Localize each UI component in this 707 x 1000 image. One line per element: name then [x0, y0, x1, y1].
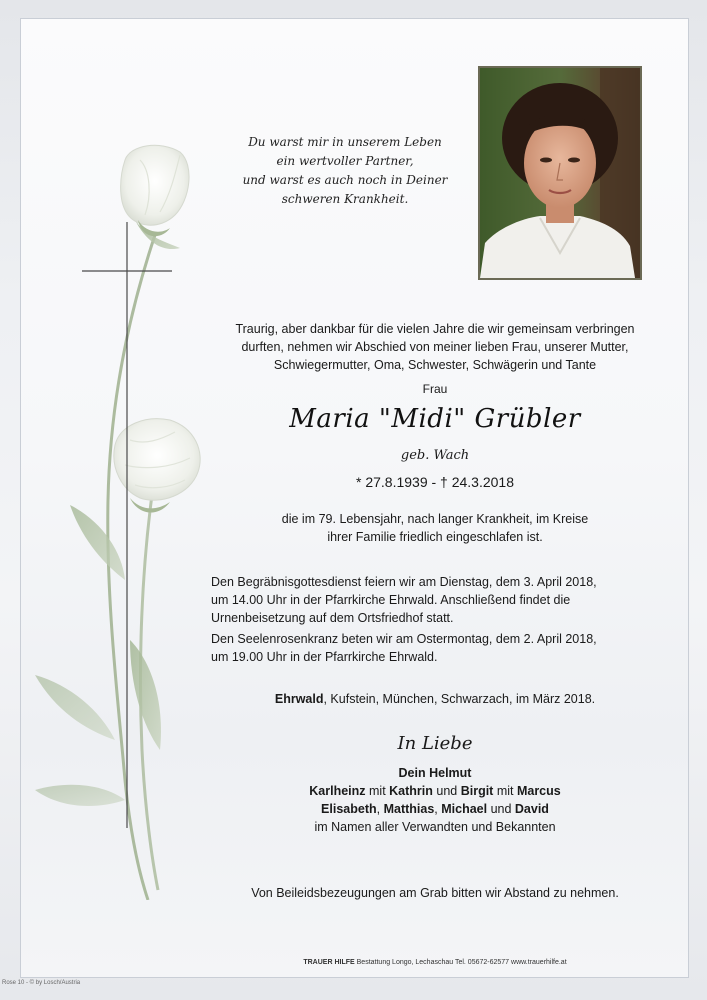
cross-icon: [80, 222, 176, 832]
footer-brand: TRAUER HILFE: [303, 959, 355, 966]
funeral-line: Den Begräbnisgottesdienst feiern wir am Dienstag, dem 3. April 2018,: [211, 575, 597, 589]
family-line-2: Karlheinz mit Kathrin und Birgit mit Marcus: [309, 784, 561, 798]
closing-phrase: In Liebe: [397, 733, 473, 754]
place-bold: Ehrwald: [274, 692, 324, 706]
intro-line: Schwiegermutter, Oma, Schwester, Schwägerin und Tante: [273, 358, 597, 372]
funeral-line: Urnenbeisetzung auf dem Ortsfriedhof statt.: [211, 611, 454, 625]
salutation: Frau: [422, 382, 448, 396]
birth-name: geb. Wach: [400, 448, 470, 463]
family-line-3: Elisabeth, Matthias, Michael und David: [321, 802, 549, 816]
spouse-name: Dein Helmut: [398, 766, 472, 780]
funeral-service-text: [211, 573, 643, 627]
footer-text: Bestattung Longo, Lechaschau Tel. 05672-62577 www.trauerhilfe.at: [354, 959, 567, 966]
place-rest: , Kufstein, München, Schwarzach, im März 2018.: [323, 692, 596, 706]
rosary-text: [211, 630, 643, 666]
deceased-name: Maria "Midi" Grübler: [289, 404, 581, 434]
quote-line: ein wertvoller Partner,: [276, 154, 414, 168]
portrait-photo: [478, 66, 642, 280]
mourners-list: [200, 764, 670, 836]
footer: [200, 959, 670, 966]
rosary-line: Den Seelenrosenkranz beten wir am Ostermontag, dem 2. April 2018,: [211, 632, 597, 646]
rosary-line: um 19.00 Uhr in der Pfarrkirche Ehrwald.: [211, 650, 438, 664]
design-credit: Rose 10 - © by Losch/Austria: [2, 980, 81, 986]
passing-line: die im 79. Lebensjahr, nach langer Krankheit, im Kreise: [281, 512, 589, 526]
memorial-quote: [230, 133, 460, 209]
funeral-line: um 14.00 Uhr in der Pfarrkirche Ehrwald. Anschließend findet die: [211, 593, 571, 607]
intro-text: [200, 320, 670, 374]
quote-line: schweren Krankheit.: [281, 192, 409, 206]
quote-line: Du warst mir in unserem Leben: [248, 135, 442, 149]
intro-line: durften, nehmen wir Abschied von meiner lieben Frau, unserer Mutter,: [241, 340, 629, 354]
passing-text: [200, 510, 670, 546]
condolence-note: Von Beileidsbezeugungen am Grab bitten wir Abstand zu nehmen.: [251, 886, 619, 900]
passing-line: ihrer Familie friedlich eingeschlafen ist.: [327, 530, 543, 544]
intro-line: Traurig, aber dankbar für die vielen Jahre die wir gemeinsam verbringen: [235, 322, 635, 336]
life-dates: * 27.8.1939 - † 24.3.2018: [355, 474, 515, 490]
place-date-line: [200, 692, 670, 706]
quote-line: und warst es auch noch in Deiner: [242, 173, 448, 187]
family-line-4: im Namen aller Verwandten und Bekannten: [314, 820, 556, 834]
